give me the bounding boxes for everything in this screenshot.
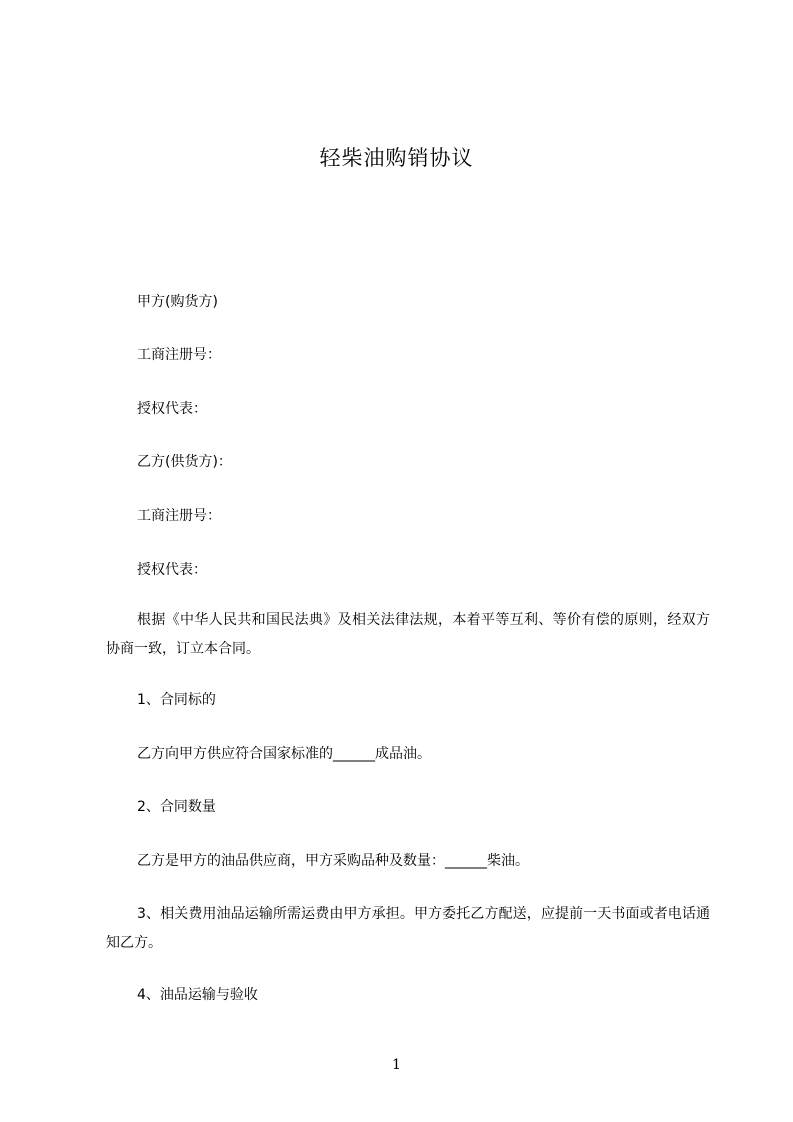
party-b-registration-label: 工商注册号： [137, 508, 221, 524]
document-title: 轻柴油购销协议 [319, 146, 474, 170]
party-a-registration-label: 工商注册号： [137, 347, 221, 363]
section-heading: 2、合同数量 [137, 799, 216, 815]
section-paragraph: 3、相关费用油品运输所需运费由甲方承担。甲方委托乙方配送，应提前一天书面或者电话通知乙方。 [106, 906, 710, 951]
party-b-label: 乙方(供货方)： [137, 454, 232, 470]
section-body: 乙方向甲方供应符合国家标准的______成品油。 [137, 746, 431, 762]
section-body: 乙方是甲方的油品供应商，甲方采购品种及数量：______柴油。 [137, 853, 529, 869]
section-heading: 1、合同标的 [137, 692, 216, 708]
party-a-representative-label: 授权代表： [137, 401, 207, 417]
party-b-representative-label: 授权代表： [137, 562, 207, 578]
section-heading: 4、油品运输与验收 [137, 987, 258, 1003]
page-number: 1 [392, 1057, 401, 1073]
preamble-paragraph: 根据《中华人民共和国民法典》及相关法律法规，本着平等互利、等价有偿的原则，经双方协商一致，订立本合同。 [106, 612, 710, 657]
party-a-label: 甲方(购货方) [137, 294, 218, 310]
